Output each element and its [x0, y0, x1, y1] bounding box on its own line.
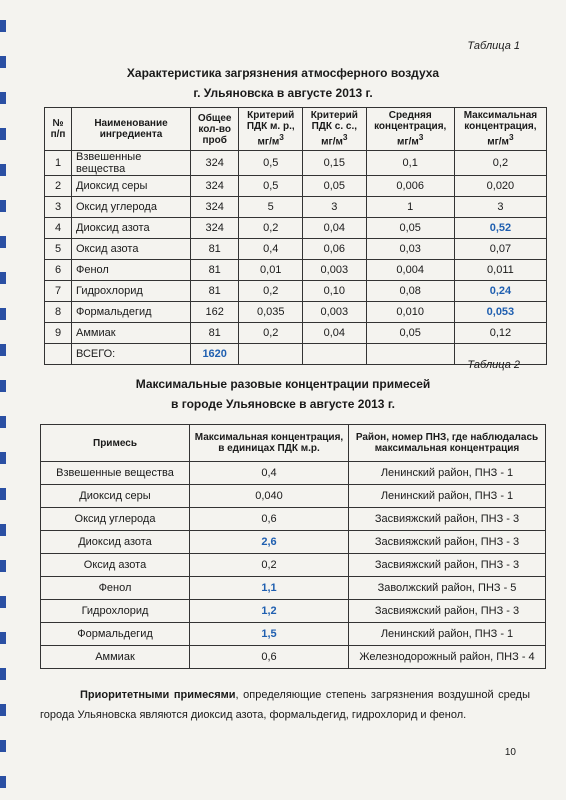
table-cell: 0,05 — [366, 218, 454, 239]
table-cell: Заволжский район, ПНЗ - 5 — [349, 577, 546, 600]
table-cell: 324 — [191, 176, 239, 197]
table-row — [41, 554, 546, 577]
table-cell: 0,04 — [303, 323, 366, 344]
table-cell: 0,053 — [454, 302, 546, 323]
table-cell: 1 — [366, 197, 454, 218]
table-row — [41, 485, 546, 508]
binder-mark — [0, 344, 6, 356]
conclusion-bold: Приоритетными примесями — [80, 689, 236, 701]
table-cell: 0,06 — [303, 239, 366, 260]
table-cell — [303, 344, 366, 365]
binder-mark — [0, 452, 6, 464]
binder-mark — [0, 596, 6, 608]
table1-header-cell: № п/п — [45, 108, 72, 151]
table-row — [45, 323, 547, 344]
table-cell: 0,010 — [366, 302, 454, 323]
table-row — [45, 302, 547, 323]
table-cell: 1,2 — [190, 600, 349, 623]
table-cell: 0,6 — [190, 508, 349, 531]
table-row — [45, 260, 547, 281]
binder-mark — [0, 668, 6, 680]
table-cell: Формальдегид — [41, 623, 190, 646]
table-row — [45, 281, 547, 302]
table-cell: Железнодорожный район, ПНЗ - 4 — [349, 646, 546, 669]
binder-mark — [0, 236, 6, 248]
binder-mark — [0, 20, 6, 32]
table-cell: 162 — [191, 302, 239, 323]
table-row — [41, 646, 546, 669]
table-cell: 2 — [45, 176, 72, 197]
table-cell: Диоксид серы — [41, 485, 190, 508]
table2-title-line2: в городе Ульяновске в августе 2013 г. — [171, 397, 395, 411]
table-cell: 1,5 — [190, 623, 349, 646]
table2-header-row — [41, 425, 546, 462]
table-cell: Формальдегид — [72, 302, 191, 323]
binder-mark — [0, 632, 6, 644]
total-label: ВСЕГО: — [72, 344, 191, 365]
table-cell — [366, 344, 454, 365]
table-cell: Фенол — [72, 260, 191, 281]
table-cell: 0,006 — [366, 176, 454, 197]
table-cell: 1,1 — [190, 577, 349, 600]
table1 — [44, 107, 547, 365]
table2-body — [41, 462, 546, 669]
table-cell: 0,040 — [190, 485, 349, 508]
binder-mark — [0, 524, 6, 536]
table1-header-cell: Наименование ингредиента — [72, 108, 191, 151]
table-row — [41, 508, 546, 531]
binder-mark — [0, 164, 6, 176]
table-cell: Оксид азота — [41, 554, 190, 577]
table-cell: 0,04 — [303, 218, 366, 239]
table-cell: 0,03 — [366, 239, 454, 260]
table-row — [45, 239, 547, 260]
page-number: 10 — [504, 747, 516, 758]
table-cell: 324 — [191, 197, 239, 218]
table-cell: 0,2 — [239, 281, 303, 302]
table-cell: 0,004 — [366, 260, 454, 281]
binder-mark — [0, 272, 6, 284]
table-cell: 0,1 — [366, 151, 454, 176]
table-cell: Оксид углерода — [41, 508, 190, 531]
table2-caption: Таблица 2 — [467, 359, 520, 371]
table-cell: 0,12 — [454, 323, 546, 344]
table-cell: 81 — [191, 239, 239, 260]
table-cell: 0,4 — [190, 462, 349, 485]
table-cell: 0,52 — [454, 218, 546, 239]
table-row — [45, 218, 547, 239]
table-cell: 0,2 — [239, 323, 303, 344]
conclusion-text: , определяющие степень загрязнения воздушной среды города Ульяновска являются диоксид азота, формальдегид, гидрохлорид и фенол. — [40, 689, 530, 721]
table-cell: 0,011 — [454, 260, 546, 281]
table-cell: Гидрохлорид — [72, 281, 191, 302]
table-cell: 3 — [303, 197, 366, 218]
table-cell: 0,05 — [303, 176, 366, 197]
table2 — [40, 424, 546, 669]
binder-mark — [0, 704, 6, 716]
binder-mark — [0, 776, 6, 788]
table-cell: 2,6 — [190, 531, 349, 554]
table1-title-line1: Характеристика загрязнения атмосферного воздуха — [126, 66, 440, 80]
table-cell: Диоксид азота — [72, 218, 191, 239]
table1-header-cell: Критерий ПДК м. р., $мг/м^3$ — [239, 108, 303, 151]
table-cell: 0,07 — [454, 239, 546, 260]
binder-mark — [0, 128, 6, 140]
table-cell: 0,15 — [303, 151, 366, 176]
table-row — [41, 623, 546, 646]
table-cell: Взвешенные вещества — [41, 462, 190, 485]
table1-header-cell: Общее кол-во проб — [191, 108, 239, 151]
table-cell: 5 — [45, 239, 72, 260]
total-value: 1620 — [191, 344, 239, 365]
table-cell: Оксид углерода — [72, 197, 191, 218]
table-cell: Засвияжский район, ПНЗ - 3 — [349, 508, 546, 531]
binder-mark — [0, 200, 6, 212]
table-cell: 324 — [191, 151, 239, 176]
binder-mark — [0, 560, 6, 572]
table-cell: 0,020 — [454, 176, 546, 197]
table1-caption: Таблица 1 — [467, 40, 520, 52]
table1-header-row — [45, 108, 547, 151]
binder-mark — [0, 740, 6, 752]
binder-mark — [0, 416, 6, 428]
table2-header-cell: Примесь — [41, 425, 190, 462]
table-cell: Взвешенные вещества — [72, 151, 191, 176]
table-cell: 5 — [239, 197, 303, 218]
table-cell — [239, 344, 303, 365]
table-cell: Оксид азота — [72, 239, 191, 260]
binder-mark — [0, 488, 6, 500]
table-cell: Аммиак — [41, 646, 190, 669]
table-cell: Диоксид серы — [72, 176, 191, 197]
table-cell: Засвияжский район, ПНЗ - 3 — [349, 531, 546, 554]
table-cell: 81 — [191, 281, 239, 302]
table-cell: 0,4 — [239, 239, 303, 260]
table1-header-cell: Максимальная концентрация, $мг/м^3$ — [454, 108, 546, 151]
table1-header-cell: Средняя концентрация, $мг/м^3$ — [366, 108, 454, 151]
table-cell: 0,035 — [239, 302, 303, 323]
table-cell: 0,2 — [239, 218, 303, 239]
table-cell: 0,08 — [366, 281, 454, 302]
table-cell: 0,24 — [454, 281, 546, 302]
table-row — [45, 197, 547, 218]
table-cell: 324 — [191, 218, 239, 239]
conclusion-paragraph — [40, 685, 530, 725]
table-cell: Засвияжский район, ПНЗ - 3 — [349, 554, 546, 577]
table-cell: 81 — [191, 260, 239, 281]
table-cell: 1 — [45, 151, 72, 176]
table-cell: Аммиак — [72, 323, 191, 344]
binder-mark — [0, 308, 6, 320]
table1-title-line2: г. Ульяновска в августе 2013 г. — [193, 86, 373, 100]
table1-header-cell: Критерий ПДК с. с., $мг/м^3$ — [303, 108, 366, 151]
table-cell: 0,05 — [366, 323, 454, 344]
table-row — [41, 531, 546, 554]
table-row — [45, 151, 547, 176]
table-cell: 6 — [45, 260, 72, 281]
table-cell: 9 — [45, 323, 72, 344]
table-row — [41, 600, 546, 623]
table-cell: Ленинский район, ПНЗ - 1 — [349, 623, 546, 646]
table2-title-line1: Максимальные разовые концентрации примесей — [135, 377, 431, 391]
table-cell: 81 — [191, 323, 239, 344]
table-cell: 0,5 — [239, 151, 303, 176]
table-cell: 8 — [45, 302, 72, 323]
table-cell: 0,003 — [303, 302, 366, 323]
table-row — [45, 176, 547, 197]
table-cell: 0,01 — [239, 260, 303, 281]
table-row — [41, 462, 546, 485]
table-cell: 3 — [45, 197, 72, 218]
table2-header-cell: Максимальная концентрация, в единицах ПДК м.р. — [190, 425, 349, 462]
table-cell: 3 — [454, 197, 546, 218]
table-cell: 0,10 — [303, 281, 366, 302]
table-cell: 4 — [45, 218, 72, 239]
table-cell: Гидрохлорид — [41, 600, 190, 623]
table1-body — [45, 151, 547, 365]
table-cell: 0,2 — [190, 554, 349, 577]
table-cell: Засвияжский район, ПНЗ - 3 — [349, 600, 546, 623]
table-cell: 7 — [45, 281, 72, 302]
table-cell: Фенол — [41, 577, 190, 600]
table-cell: Ленинский район, ПНЗ - 1 — [349, 485, 546, 508]
table-cell: Ленинский район, ПНЗ - 1 — [349, 462, 546, 485]
table-cell — [45, 344, 72, 365]
table-cell: Диоксид азота — [41, 531, 190, 554]
table-cell: 0,2 — [454, 151, 546, 176]
table-cell: 0,6 — [190, 646, 349, 669]
table-row — [41, 577, 546, 600]
table2-header-cell: Район, номер ПНЗ, где наблюдалась максимальная концентрация — [349, 425, 546, 462]
table-cell: 0,5 — [239, 176, 303, 197]
table-cell: 0,003 — [303, 260, 366, 281]
